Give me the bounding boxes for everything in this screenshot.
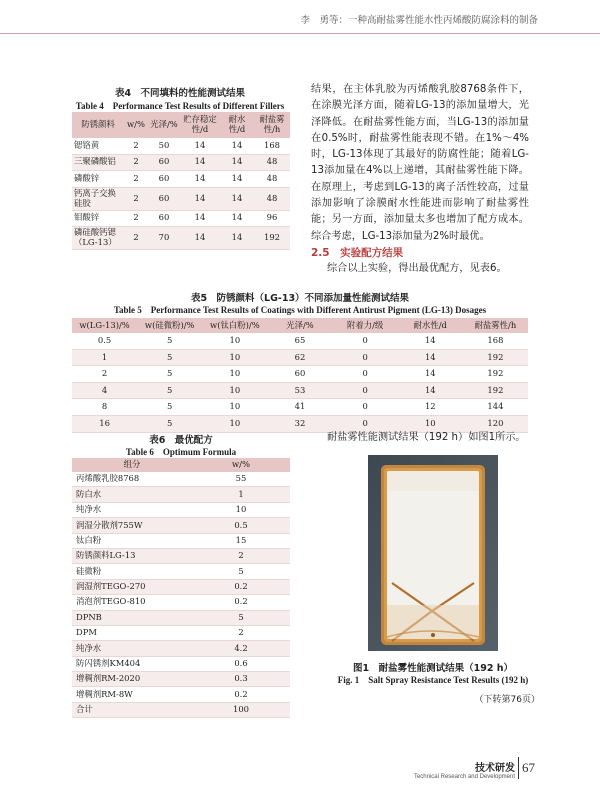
- table4-caption-en: Table 4 Performance Test Results of Different Fillers: [75, 101, 285, 111]
- table-cell: 168: [254, 138, 290, 154]
- table-cell: 16: [72, 415, 137, 432]
- table-cell: 70: [148, 227, 180, 250]
- table-cell: 60: [267, 366, 332, 383]
- table-cell: 0: [333, 349, 398, 366]
- table-cell: 10: [192, 502, 290, 517]
- table-cell: 60: [148, 171, 180, 188]
- table-cell: 钛白粉: [72, 533, 192, 548]
- table4-header-4: 耐水性/d: [220, 112, 254, 138]
- table-row: [72, 349, 528, 366]
- table-row: [72, 171, 290, 188]
- table-cell: 100: [192, 702, 290, 717]
- table5-header-4: 附着力/级: [333, 318, 398, 333]
- table-cell: 2: [192, 548, 290, 563]
- footer-journal-cn: 技术研发: [475, 763, 515, 774]
- table-cell: 0.2: [192, 687, 290, 702]
- table-cell: 2: [124, 187, 148, 210]
- table-cell: 0: [333, 366, 398, 383]
- table-cell: 96: [254, 210, 290, 227]
- table-cell: 1: [72, 349, 137, 366]
- table-cell: 10: [398, 415, 463, 432]
- table-cell: 10: [202, 415, 267, 432]
- table-cell: 增稠剂RM-8W: [72, 687, 192, 702]
- table-cell: 60: [148, 187, 180, 210]
- table-row: [72, 548, 290, 563]
- table-cell: 0.2: [192, 579, 290, 594]
- table-cell: 5: [137, 382, 202, 399]
- table-cell: 10: [202, 399, 267, 416]
- figure1-intro: 耐盐雾性能测试结果（192 h）如图1所示。: [327, 432, 526, 443]
- table-cell: 纯净水: [72, 502, 192, 517]
- table5-caption-cn: 表5 防锈颜料（LG-13）不同添加量性能测试结果: [190, 293, 410, 304]
- table-row: [72, 595, 290, 610]
- table-cell: 14: [220, 210, 254, 227]
- table-cell: 14: [180, 227, 220, 250]
- table-cell: 48: [254, 171, 290, 188]
- table-cell: 2: [124, 154, 148, 171]
- section-text: 综合以上实验，得出最优配方，见表6。: [327, 263, 507, 274]
- table-row: [72, 333, 528, 349]
- table6-header-0: 组分: [72, 458, 192, 472]
- table-cell: 0.5: [72, 333, 137, 349]
- table-row: [72, 502, 290, 517]
- table-cell: 三聚磷酸铝: [72, 154, 124, 171]
- table-cell: 53: [267, 382, 332, 399]
- table-cell: 14: [398, 382, 463, 399]
- table4-header-3: 贮存稳定性/d: [180, 112, 220, 138]
- table-cell: 60: [148, 154, 180, 171]
- table-cell: 0.6: [192, 656, 290, 671]
- table-row: [72, 625, 290, 640]
- table-cell: 55: [192, 472, 290, 487]
- table-cell: 62: [267, 349, 332, 366]
- table-cell: 0: [333, 399, 398, 416]
- table4: [72, 112, 290, 250]
- table-cell: 5: [192, 610, 290, 625]
- table-cell: 磷硅酸钙锶（LG-13）: [72, 227, 124, 250]
- table4-caption-cn: 表4 不同填料的性能测试结果: [114, 88, 246, 99]
- table-cell: 14: [220, 187, 254, 210]
- table-cell: 14: [180, 138, 220, 154]
- continued-note: （下转第76页）: [474, 695, 540, 705]
- table-cell: 50: [148, 138, 180, 154]
- table-cell: 1: [192, 487, 290, 502]
- table-row: [72, 672, 290, 687]
- table-cell: 192: [463, 349, 528, 366]
- table-row: [72, 366, 528, 383]
- table-row: [72, 210, 290, 227]
- table5-header-0: w(LG-13)/%: [72, 318, 137, 333]
- table5-header-1: w(硅微粉)/%: [137, 318, 202, 333]
- table5-header-row: [72, 318, 528, 333]
- table-cell: 5: [137, 399, 202, 416]
- table-cell: 防锈颜料LG-13: [72, 548, 192, 563]
- table5-header-2: w(钛白粉)/%: [202, 318, 267, 333]
- table-row: [72, 564, 290, 579]
- table-cell: 48: [254, 154, 290, 171]
- salt-spray-test-photo: [368, 455, 498, 651]
- table-cell: 10: [202, 366, 267, 383]
- table-row: [72, 382, 528, 399]
- table-cell: 5: [137, 349, 202, 366]
- figure1-caption-en: Fig. 1 Salt Spray Resistance Test Results (192 h): [337, 675, 529, 685]
- table-cell: 120: [463, 415, 528, 432]
- table-cell: 192: [463, 382, 528, 399]
- table-cell: 192: [463, 366, 528, 383]
- table6-header-row: [72, 458, 290, 472]
- table-cell: 钙离子交换硅胶: [72, 187, 124, 210]
- table-row: [72, 187, 290, 210]
- table-cell: 纯净水: [72, 641, 192, 656]
- table-cell: 41: [267, 399, 332, 416]
- table5-header-6: 耐盐雾性/h: [463, 318, 528, 333]
- table-row: [72, 399, 528, 416]
- table-cell: 5: [137, 366, 202, 383]
- page-number: 67: [522, 760, 535, 775]
- table-row: [72, 579, 290, 594]
- table-cell: 增稠剂RM-2020: [72, 672, 192, 687]
- table-cell: 防白水: [72, 487, 192, 502]
- page-header: [0, 0, 600, 34]
- table-cell: 5: [192, 564, 290, 579]
- table6-caption-cn: 表6 最优配方: [149, 435, 213, 446]
- table-row: [72, 487, 290, 502]
- table-cell: 0.2: [192, 595, 290, 610]
- table-cell: 14: [220, 154, 254, 171]
- running-title: 李 勇等：一种高耐盐雾性能水性丙烯酸防腐涂料的制备: [300, 15, 538, 26]
- table-cell: 0: [333, 333, 398, 349]
- table-cell: 磷酸锌: [72, 171, 124, 188]
- table-cell: 14: [220, 171, 254, 188]
- table-cell: 合计: [72, 702, 192, 717]
- footer-journal-en: Technical Research and Development: [413, 774, 515, 780]
- table4-header-row: [72, 112, 290, 138]
- table5: [72, 318, 528, 433]
- table-cell: 润湿分散剂755W: [72, 518, 192, 533]
- table-cell: 144: [463, 399, 528, 416]
- table-cell: 2: [192, 625, 290, 640]
- table-cell: 0.3: [192, 672, 290, 687]
- table-cell: 14: [220, 138, 254, 154]
- table-cell: 8: [72, 399, 137, 416]
- table-cell: 192: [254, 227, 290, 250]
- table-row: [72, 610, 290, 625]
- table-cell: DPNB: [72, 610, 192, 625]
- body-paragraph: 结果，在主体乳胶为丙烯酸乳胶8768条件下，在涂膜光泽方面，随着LG-13的添加量增大，光泽降低。在耐盐雾性能方面，当LG-13的添加量在0.5%时，耐盐雾性能表现不错。在1%～4%时，LG-13体现了其最好的防腐性能；随着LG-13添加量在4%以上递增，其耐盐雾性能下降。在原理上，考虑到LG-13的离子活性较高，过量添加影响了涂膜耐水性能进而影响了耐盐雾性能；另一方面，添加量太多也增加了配方成本。综合考虑，LG-13添加量为2%时最优。: [311, 84, 529, 242]
- table-row: [72, 702, 290, 717]
- table5-caption-en: Table 5 Performance Test Results of Coatings with Different Antirust Pigment (LG-13) Dosages: [113, 305, 487, 315]
- table-cell: 消泡剂TEGO-810: [72, 595, 192, 610]
- table-cell: 32: [267, 415, 332, 432]
- table-cell: 14: [180, 154, 220, 171]
- table-cell: 0: [333, 415, 398, 432]
- table4-header-2: 光泽/%: [148, 112, 180, 138]
- table-row: [72, 227, 290, 250]
- section-title: 2.5 实验配方结果: [311, 247, 404, 259]
- table-cell: 丙烯酸乳胶8768: [72, 472, 192, 487]
- table-cell: 0: [333, 382, 398, 399]
- table-cell: 0.5: [192, 518, 290, 533]
- table-cell: 2: [124, 138, 148, 154]
- table-row: [72, 472, 290, 487]
- table5-header-3: 光泽/%: [267, 318, 332, 333]
- table-cell: 4: [72, 382, 137, 399]
- table-cell: 168: [463, 333, 528, 349]
- table-cell: 2: [124, 210, 148, 227]
- table-cell: 防闪锈剂KM404: [72, 656, 192, 671]
- table4-header-0: 防锈颜料: [72, 112, 124, 138]
- table-cell: 5: [137, 333, 202, 349]
- table5-header-5: 耐水性/d: [398, 318, 463, 333]
- table-row: [72, 138, 290, 154]
- table-cell: 14: [398, 333, 463, 349]
- table-cell: 14: [180, 210, 220, 227]
- table4-header-5: 耐盐雾性/h: [254, 112, 290, 138]
- table-cell: 2: [124, 227, 148, 250]
- table-cell: 4.2: [192, 641, 290, 656]
- table-cell: 2: [72, 366, 137, 383]
- table-row: [72, 641, 290, 656]
- header-rule: [0, 33, 600, 34]
- table-cell: 14: [220, 227, 254, 250]
- table-cell: 钼酸锌: [72, 210, 124, 227]
- table-cell: 14: [398, 349, 463, 366]
- table-cell: 14: [180, 187, 220, 210]
- table-cell: 12: [398, 399, 463, 416]
- table-row: [72, 687, 290, 702]
- footer-divider: [518, 757, 519, 779]
- table-row: [72, 518, 290, 533]
- figure1-caption-cn: 图1 耐盐雾性能测试结果（192 h）: [352, 663, 513, 674]
- table-cell: 60: [148, 210, 180, 227]
- table-cell: 锶铬黄: [72, 138, 124, 154]
- table-cell: 10: [202, 382, 267, 399]
- table-cell: 10: [202, 333, 267, 349]
- table6-header-1: w/%: [192, 458, 290, 472]
- table-cell: DPM: [72, 625, 192, 640]
- table-cell: 48: [254, 187, 290, 210]
- table-cell: 10: [202, 349, 267, 366]
- table-cell: 硅微粉: [72, 564, 192, 579]
- table6: [72, 458, 290, 718]
- table-row: [72, 656, 290, 671]
- table-row: [72, 154, 290, 171]
- table-cell: 5: [137, 415, 202, 432]
- table-row: [72, 533, 290, 548]
- test-panel-illustration: [368, 455, 498, 651]
- table4-header-1: w/%: [124, 112, 148, 138]
- table-cell: 2: [124, 171, 148, 188]
- table6-caption-en: Table 6 Optimum Formula: [125, 447, 237, 457]
- table-cell: 14: [398, 366, 463, 383]
- table-cell: 65: [267, 333, 332, 349]
- table-cell: 润湿剂TEGO-270: [72, 579, 192, 594]
- table-cell: 14: [180, 171, 220, 188]
- table-cell: 15: [192, 533, 290, 548]
